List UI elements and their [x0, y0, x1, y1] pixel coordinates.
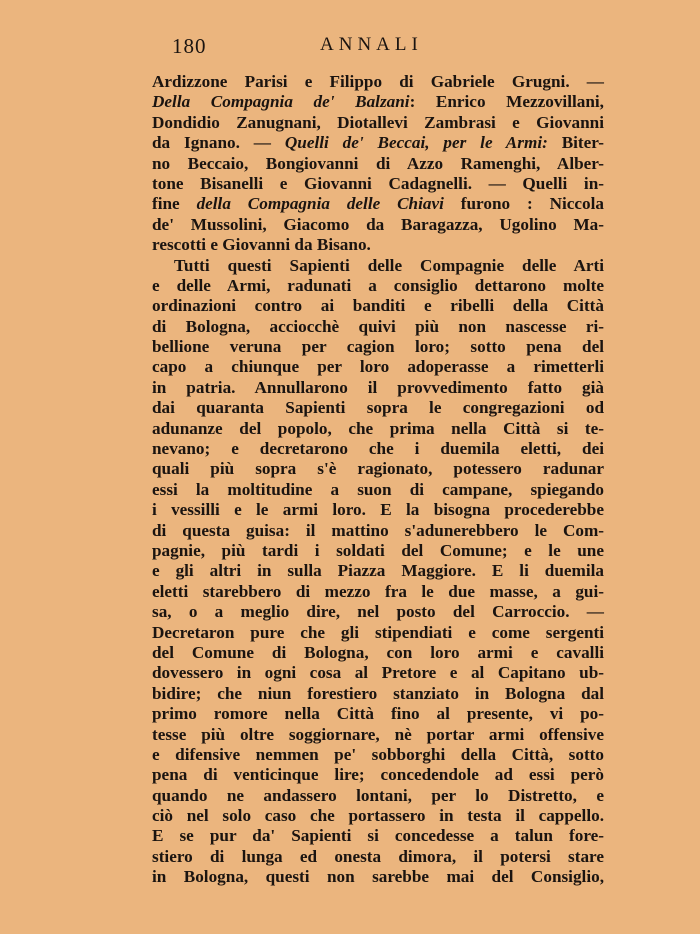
text-segment: fine: [152, 194, 197, 214]
text-segment: di Bologna, acciocchè quivi più non nascesse ri-: [152, 316, 604, 336]
text-segment: e gli altri in sulla Piazza Maggiore. E li duemila: [152, 561, 604, 581]
text-line: [152, 337, 604, 357]
text-segment: da Ignano. —: [152, 133, 285, 153]
text-line: [152, 92, 604, 112]
text-segment: primo romore nella Città fino al presente, vi po-: [152, 704, 604, 724]
text-line: [152, 215, 604, 235]
text-segment: capo a chiunque per loro adoperasse a rimetterli: [152, 357, 604, 377]
text-segment: pagnie, più tardi i soldati del Comune; e le une: [152, 540, 604, 560]
italic-text-segment: della Compagnia delle Chiavi: [196, 194, 444, 214]
text-line: [152, 602, 604, 622]
text-segment: ordinazioni contro ai banditi e ribelli della Città: [152, 296, 604, 316]
text-line: [152, 378, 604, 398]
text-segment: in patria. Annullarono il provvedimento fatto già: [152, 377, 604, 397]
text-line: [152, 745, 604, 765]
text-line: [152, 174, 604, 194]
text-line: [152, 541, 604, 561]
text-line: [152, 276, 604, 296]
text-segment: essi la moltitudine a suon di campane, spiegando: [152, 479, 604, 499]
italic-text-segment: Quelli de' Beccai, per le Armi:: [284, 133, 548, 153]
running-title: ANNALI: [320, 34, 423, 55]
text-line: [152, 867, 604, 887]
text-line: [152, 357, 604, 377]
text-line: [152, 133, 604, 153]
text-segment: Decretaron pure che gli stipendiati e come sergenti: [152, 622, 604, 642]
text-segment: Biter-: [547, 133, 605, 153]
text-line: [152, 500, 604, 520]
text-segment: no Beccaio, Bongiovanni di Azzo Ramenghi, Alber-: [152, 153, 604, 173]
text-segment: eletti starebbero di mezzo fra le due masse, a gui-: [152, 581, 604, 601]
text-segment: rescotti e Giovanni da Bisano.: [152, 235, 371, 255]
text-line: [152, 459, 604, 479]
text-segment: e delle Armi, radunati a consiglio dettarono molte: [152, 275, 604, 295]
text-segment: : Enrico Mezzovillani,: [409, 92, 604, 112]
text-line: [152, 663, 604, 683]
text-line: [152, 256, 604, 276]
text-line: [152, 194, 604, 214]
text-segment: Ardizzone Parisi e Filippo di Gabriele Grugni. —: [152, 72, 604, 91]
body-text: [152, 72, 604, 888]
text-segment: e difensive nemmen pe' sobborghi della Città, sotto: [152, 744, 604, 764]
text-segment: quando ne andassero lontani, per lo Distretto, e: [152, 785, 604, 805]
text-line: [152, 113, 604, 133]
text-line: [152, 72, 604, 92]
page-number: 180: [172, 34, 207, 58]
text-segment: i vessilli e le armi loro. E la bisogna procederebbe: [152, 500, 604, 520]
text-line: [152, 704, 604, 724]
text-line: [152, 317, 604, 337]
page-header: [152, 34, 604, 60]
text-line: [152, 725, 604, 745]
text-segment: pena di venticinque lire; concedendole ad essi però: [152, 765, 604, 785]
text-line: [152, 826, 604, 846]
text-segment: Tutti questi Sapienti delle Compagnie delle Arti: [174, 255, 604, 275]
text-segment: nevano; e decretarono che i duemila eletti, dei: [152, 439, 604, 459]
text-segment: dai quaranta Sapienti sopra le congregazioni od: [152, 398, 604, 418]
text-segment: di questa guisa: il mattino s'adunerebbero le Com-: [152, 520, 604, 540]
text-line: [152, 561, 604, 581]
italic-text-segment: Della Compagnia de' Balzani: [152, 92, 410, 112]
text-line: [152, 439, 604, 459]
text-line: [152, 806, 604, 826]
text-segment: stiero di lunga ed onesta dimora, il potersi stare: [152, 846, 604, 866]
text-segment: ciò nel solo caso che portassero in testa il cappello.: [152, 806, 604, 826]
text-line: [152, 398, 604, 418]
text-line: [152, 765, 604, 785]
text-segment: de' Mussolini, Giacomo da Baragazza, Ugolino Ma-: [152, 214, 604, 234]
text-line: [152, 847, 604, 867]
text-segment: del Comune di Bologna, con loro armi e cavalli: [152, 642, 604, 662]
text-segment: dovessero in ogni cosa al Pretore e al Capitano ub-: [152, 663, 604, 683]
text-line: [152, 786, 604, 806]
text-segment: tesse più oltre soggiornare, nè portar armi offensive: [152, 724, 604, 744]
text-line: [152, 480, 604, 500]
text-line: [152, 623, 604, 643]
text-segment: furono : Niccola: [443, 194, 604, 214]
text-segment: Dondidio Zanugnani, Diotallevi Zambrasi e Giovanni: [152, 112, 604, 132]
text-line: [152, 235, 604, 255]
text-segment: in Bologna, questi non sarebbe mai del Consiglio,: [152, 867, 604, 887]
text-line: [152, 521, 604, 541]
text-line: [152, 296, 604, 316]
text-segment: bidire; che niun forestiero stanziato in Bologna dal: [152, 683, 604, 703]
text-segment: E se pur da' Sapienti si concedesse a talun fore-: [152, 826, 604, 846]
text-line: [152, 582, 604, 602]
text-segment: adunanze del popolo, che prima nella Città si te-: [152, 418, 604, 438]
text-segment: bellione veruna per cagion loro; sotto pena del: [152, 337, 604, 357]
text-segment: tone Bisanelli e Giovanni Cadagnelli. — Quelli in-: [152, 173, 604, 193]
text-line: [152, 154, 604, 174]
text-segment: quali più sopra s'è ragionato, potessero radunar: [152, 459, 604, 479]
text-line: [152, 684, 604, 704]
text-line: [152, 419, 604, 439]
text-segment: sa, o a meglio dire, nel posto del Carroccio. —: [152, 602, 604, 622]
text-line: [152, 643, 604, 663]
